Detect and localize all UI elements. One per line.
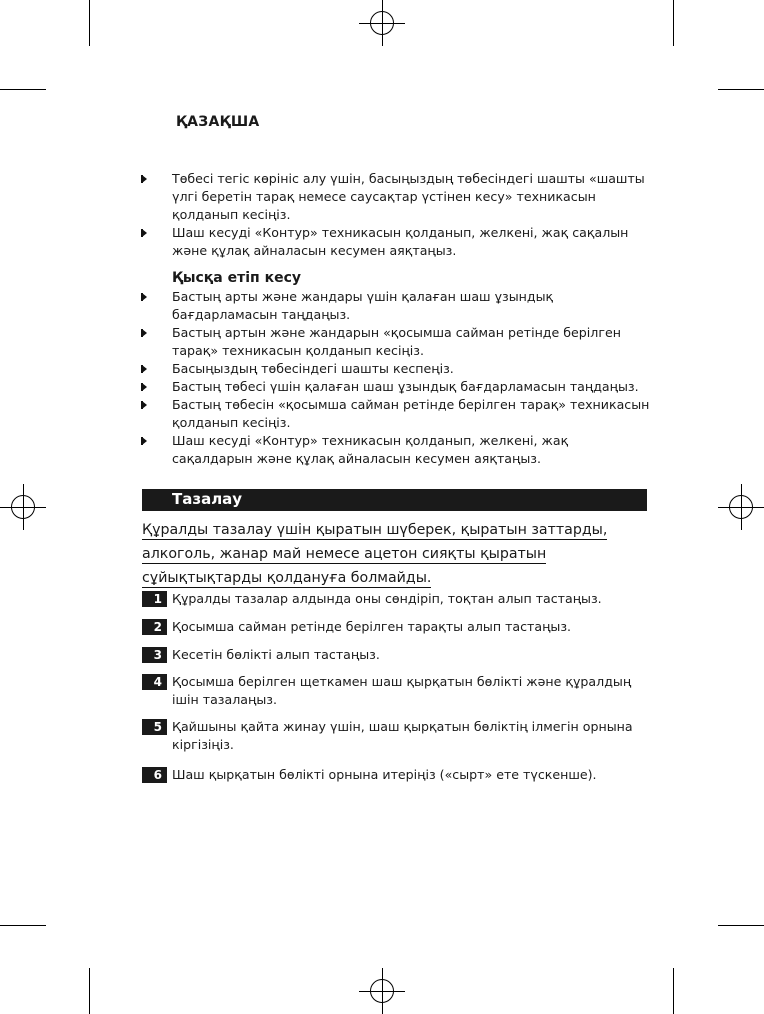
step-text: Қосымша берілген щеткамен шаш қырқатын бөлікті және құралдың ішін тазалаңыз. [172, 674, 632, 707]
step-number: 4 [142, 674, 167, 690]
crop-mark [718, 925, 764, 926]
registration-mark-icon [718, 484, 764, 530]
crop-mark [673, 0, 674, 46]
registration-mark-icon [359, 968, 405, 1014]
warning-text [142, 520, 642, 592]
step-number: 2 [142, 619, 167, 635]
warning-line: алкоголь, жанар май немесе ацетон сияқты қыратын [142, 546, 547, 562]
list-item: Бастың төбесін «қосымша сайман ретінде берілген тарақ» техникасын қолданып кесіңіз. [142, 396, 652, 432]
step-text: Құралды тазалар алдында оны сөндіріп, тоқтан алып тастаңыз. [172, 591, 602, 606]
step-text: Шаш қырқатын бөлікті орнына итеріңіз («сырт» ете түскенше). [172, 767, 597, 782]
step-number: 5 [142, 719, 167, 735]
step-number: 3 [142, 647, 167, 663]
registration-mark-icon [359, 0, 405, 46]
crop-mark [718, 89, 764, 90]
list-item: Төбесі тегіс көрініс алу үшін, басыңыздың төбесіндегі шашты «шашты үлгі беретін тарақ немесе саусақтар үстінен кесу» техникасын қолданып кесіңіз. [142, 170, 652, 224]
crop-mark [89, 0, 90, 46]
bullet-icon [142, 229, 147, 237]
section-title-bar [142, 489, 647, 511]
crop-mark [89, 968, 90, 1014]
bullet-icon [142, 175, 147, 183]
list-item: Шаш кесуді «Контур» техникасын қолданып, желкені, жақ сақалын және құлақ айналасын кесумен аяқтаңыз. [142, 224, 652, 260]
crop-mark [673, 968, 674, 1014]
bullet-icon [142, 293, 147, 301]
section-title: Тазалау [172, 490, 243, 508]
bullet-icon [142, 383, 147, 391]
bullet-icon [142, 401, 147, 409]
bullet-icon [142, 365, 147, 373]
crop-mark [0, 925, 46, 926]
trim-tips-list [142, 170, 652, 260]
short-cut-list [142, 288, 652, 468]
bullet-icon [142, 329, 147, 337]
list-item: Басыңыздың төбесіндегі шашты кеспеңіз. [142, 360, 652, 378]
warning-line: сұйықтықтарды қолдануға болмайды. [142, 570, 432, 586]
step-number: 1 [142, 591, 167, 607]
crop-mark [0, 89, 46, 90]
step-text: Қайшыны қайта жинау үшін, шаш қырқатын бөліктің ілмегін орнына кіргізіңіз. [172, 719, 633, 752]
list-item: Бастың арты және жандары үшін қалаған шаш ұзындық бағдарламасын таңдаңыз. [142, 288, 652, 324]
list-item: Шаш кесуді «Контур» техникасын қолданып, желкені, жақ сақалдарын және құлақ айналасын кесумен аяқтаңыз. [142, 432, 652, 468]
step-number: 6 [142, 767, 167, 783]
warning-line: Құралды тазалау үшін қыратын шүберек, қыратын заттарды, [142, 522, 608, 538]
language-label: ҚАЗАҚША [176, 114, 260, 130]
list-item: Бастың төбесі үшін қалаған шаш ұзындық бағдарламасын таңдаңыз. [142, 378, 652, 396]
step-text: Қосымша сайман ретінде берілген тарақты алып тастаңыз. [172, 619, 572, 634]
bullet-icon [142, 437, 147, 445]
section-subheading: Қысқа етіп кесу [172, 270, 302, 286]
list-item: Бастың артын және жандарын «қосымша сайман ретінде берілген тарақ» техникасын қолданып кесіңіз. [142, 324, 652, 360]
step-text: Кесетін бөлікті алып тастаңыз. [172, 647, 380, 662]
registration-mark-icon [0, 484, 46, 530]
